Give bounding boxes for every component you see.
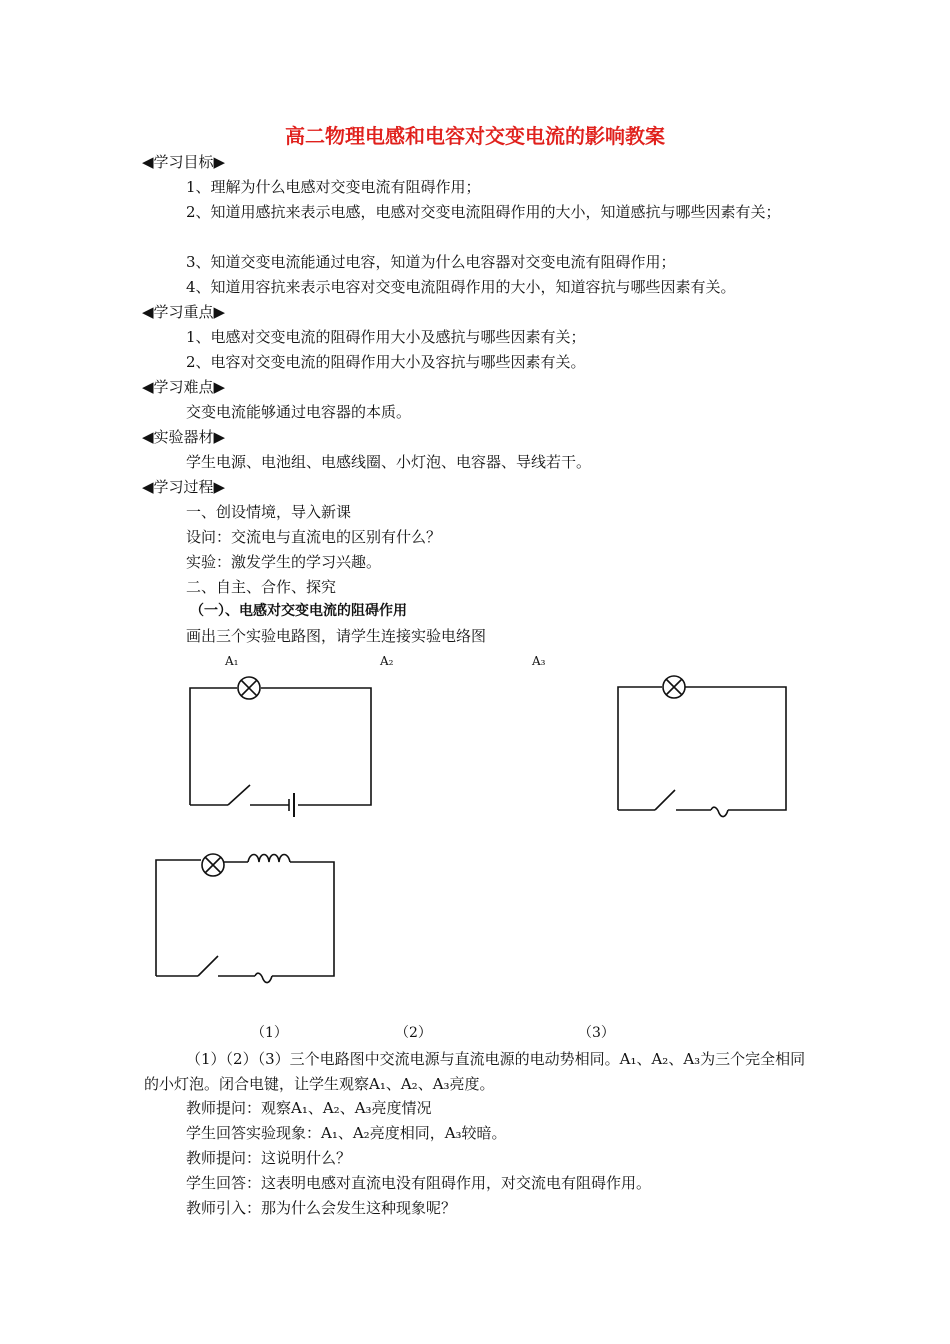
- goal-item: 3、知道交变电流能通过电容，知道为什么电容器对交变电流有阻碍作用；: [186, 253, 676, 271]
- switch-icon: [198, 956, 218, 976]
- section-process: ◀学习过程▶: [142, 478, 226, 496]
- switch-icon: [228, 785, 250, 805]
- section-goals: ◀学习目标▶: [142, 153, 226, 171]
- section-difficulties: ◀学习难点▶: [142, 378, 226, 396]
- process-instruction: 画出三个实验电路图，请学生连接实验电络图: [186, 627, 487, 645]
- paragraph: 教师提问：这说明什么？: [186, 1149, 352, 1167]
- keypoint-item: 2、电容对交变电流的阻碍作用大小及容抗与哪些因素有关。: [186, 353, 586, 371]
- ac-source-icon: [255, 973, 272, 982]
- page-title: 高二物理电感和电容对交变电流的影响教案: [285, 124, 665, 148]
- ac-source-icon: [711, 807, 728, 816]
- keypoint-item: 1、电感对交变电流的阻碍作用大小及感抗与哪些因素有关；: [186, 328, 586, 346]
- lamp-label-a2: A₂: [380, 654, 394, 668]
- paragraph: 教师提问：观察A₁、A₂、A₃亮度情况: [186, 1099, 432, 1117]
- goal-item: 1、理解为什么电感对交变电流有阻碍作用；: [186, 178, 481, 196]
- circuit-label-3: （3）: [578, 1025, 615, 1041]
- process-experiment: 实验：激发学生的学习兴趣。: [186, 553, 382, 571]
- circuit-3-ac: [618, 676, 786, 817]
- process-step: 二、自主、合作、探究: [186, 578, 337, 596]
- switch-icon: [655, 790, 675, 810]
- circuit-label-1: （1）: [251, 1025, 288, 1041]
- subheading: （一）、电感对交变电流的阻碍作用: [190, 603, 407, 619]
- goal-item: 2、知道用感抗来表示电感，电感对交变电流阻碍作用的大小，知道感抗与哪些因素有关；: [186, 203, 781, 221]
- process-step: 一、创设情境，导入新课: [186, 503, 352, 521]
- process-question: 设问：交流电与直流电的区别有什么？: [186, 528, 442, 546]
- circuit-1-dc: [190, 677, 371, 817]
- lamp-label-a3: A₃: [532, 654, 546, 668]
- circuit-label-2: （2）: [395, 1025, 432, 1041]
- circuit-2-inductor: [156, 854, 334, 983]
- paragraph: 教师引入：那为什么会发生这种现象呢？: [186, 1199, 457, 1217]
- lamp-label-a1: A₁: [225, 654, 239, 668]
- section-equipment: ◀实验器材▶: [142, 428, 226, 446]
- goal-item: 4、知道用容抗来表示电容对交变电流阻碍作用的大小，知道容抗与哪些因素有关。: [186, 278, 736, 296]
- difficulty-text: 交变电流能够通过电容器的本质。: [186, 403, 412, 421]
- paragraph: 学生回答实验现象：A₁、A₂亮度相同，A₃较暗。: [186, 1124, 507, 1142]
- paragraph: （1）（2）（3）三个电路图中交流电源与直流电源的电动势相同。A₁、A₂、A₃为三个完全相同的小灯泡。闭合电键，让学生观察A₁、A₂、A₃亮度。: [144, 1050, 806, 1093]
- inductor-icon: [248, 855, 290, 863]
- equipment-text: 学生电源、电池组、电感线圈、小灯泡、电容器、导线若干。: [186, 453, 592, 471]
- paragraph: 学生回答：这表明电感对直流电没有阻碍作用，对交流电有阻碍作用。: [186, 1174, 652, 1192]
- section-keypoints: ◀学习重点▶: [142, 303, 226, 321]
